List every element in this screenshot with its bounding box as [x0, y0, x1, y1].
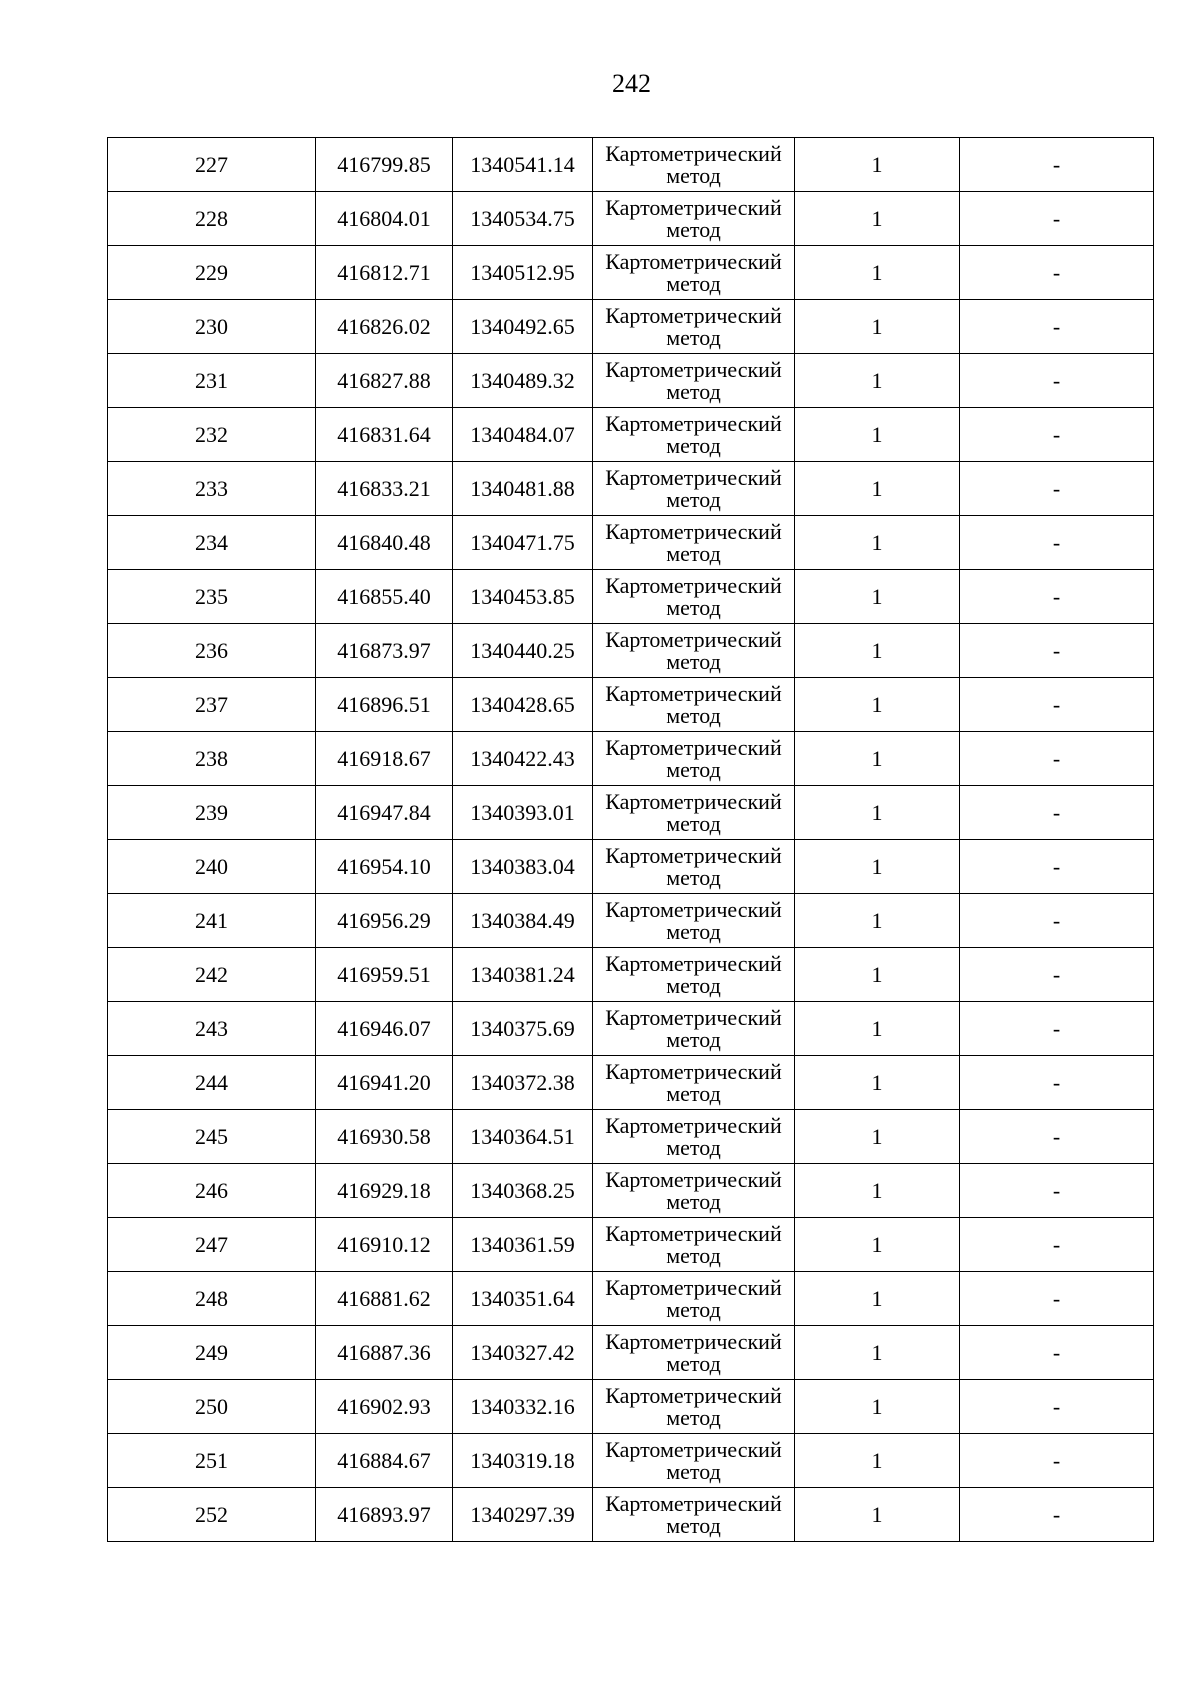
y-coordinate-cell: 1340471.75	[453, 516, 593, 570]
note-cell: -	[960, 1488, 1154, 1542]
note-cell: -	[960, 516, 1154, 570]
y-coordinate-cell: 1340384.49	[453, 894, 593, 948]
y-coordinate-cell: 1340383.04	[453, 840, 593, 894]
note-cell: -	[960, 246, 1154, 300]
method-cell	[593, 624, 795, 678]
method-cell	[593, 732, 795, 786]
x-coordinate-cell: 416884.67	[316, 1434, 453, 1488]
method-cell	[593, 462, 795, 516]
method-line-1: Картометрический	[605, 356, 782, 382]
x-coordinate-cell: 416956.29	[316, 894, 453, 948]
method-line-2: метод	[666, 864, 721, 890]
method-line-1: Картометрический	[605, 194, 782, 220]
table-row	[108, 786, 1154, 840]
method-cell	[593, 1218, 795, 1272]
method-cell	[593, 786, 795, 840]
point-number-cell: 248	[108, 1272, 316, 1326]
method-line-2: метод	[666, 1134, 721, 1160]
table-row	[108, 1326, 1154, 1380]
method-line-1: Картометрический	[605, 248, 782, 274]
y-coordinate-cell: 1340489.32	[453, 354, 593, 408]
table-row	[108, 462, 1154, 516]
method-line-1: Картометрический	[605, 788, 782, 814]
method-line-2: метод	[666, 486, 721, 512]
note-cell: -	[960, 1380, 1154, 1434]
method-line-2: метод	[666, 756, 721, 782]
method-line-1: Картометрический	[605, 1274, 782, 1300]
method-line-1: Картометрический	[605, 140, 782, 166]
point-number-cell: 239	[108, 786, 316, 840]
table-row	[108, 354, 1154, 408]
x-coordinate-cell: 416873.97	[316, 624, 453, 678]
method-cell	[593, 894, 795, 948]
precision-cell: 1	[795, 840, 960, 894]
page-number: 242	[612, 69, 651, 98]
method-cell	[593, 1272, 795, 1326]
method-line-2: метод	[666, 324, 721, 350]
y-coordinate-cell: 1340351.64	[453, 1272, 593, 1326]
method-line-2: метод	[666, 594, 721, 620]
table-row	[108, 516, 1154, 570]
precision-cell: 1	[795, 246, 960, 300]
precision-cell: 1	[795, 1164, 960, 1218]
precision-cell: 1	[795, 948, 960, 1002]
note-cell: -	[960, 1056, 1154, 1110]
point-number-cell: 252	[108, 1488, 316, 1542]
method-line-2: метод	[666, 1296, 721, 1322]
table-row	[108, 1110, 1154, 1164]
x-coordinate-cell: 416881.62	[316, 1272, 453, 1326]
table-row	[108, 138, 1154, 192]
note-cell: -	[960, 1002, 1154, 1056]
method-cell	[593, 138, 795, 192]
table-row	[108, 1434, 1154, 1488]
precision-cell: 1	[795, 1056, 960, 1110]
table-row	[108, 1218, 1154, 1272]
precision-cell: 1	[795, 786, 960, 840]
method-line-2: метод	[666, 918, 721, 944]
table-row	[108, 1164, 1154, 1218]
note-cell: -	[960, 570, 1154, 624]
x-coordinate-cell: 416946.07	[316, 1002, 453, 1056]
y-coordinate-cell: 1340375.69	[453, 1002, 593, 1056]
table-row	[108, 732, 1154, 786]
precision-cell: 1	[795, 192, 960, 246]
x-coordinate-cell: 416929.18	[316, 1164, 453, 1218]
y-coordinate-cell: 1340440.25	[453, 624, 593, 678]
method-line-2: метод	[666, 1026, 721, 1052]
precision-cell: 1	[795, 1434, 960, 1488]
table-row	[108, 408, 1154, 462]
method-line-1: Картометрический	[605, 1112, 782, 1138]
x-coordinate-cell: 416893.97	[316, 1488, 453, 1542]
precision-cell: 1	[795, 894, 960, 948]
point-number-cell: 228	[108, 192, 316, 246]
method-line-2: метод	[666, 1458, 721, 1484]
table-row	[108, 1380, 1154, 1434]
precision-cell: 1	[795, 1488, 960, 1542]
note-cell: -	[960, 1272, 1154, 1326]
y-coordinate-cell: 1340541.14	[453, 138, 593, 192]
y-coordinate-cell: 1340512.95	[453, 246, 593, 300]
note-cell: -	[960, 300, 1154, 354]
note-cell: -	[960, 786, 1154, 840]
method-cell	[593, 192, 795, 246]
method-line-1: Картометрический	[605, 896, 782, 922]
method-line-2: метод	[666, 1404, 721, 1430]
table-row	[108, 948, 1154, 1002]
x-coordinate-cell: 416855.40	[316, 570, 453, 624]
x-coordinate-cell: 416941.20	[316, 1056, 453, 1110]
method-cell	[593, 1326, 795, 1380]
y-coordinate-cell: 1340372.38	[453, 1056, 593, 1110]
x-coordinate-cell: 416910.12	[316, 1218, 453, 1272]
method-line-2: метод	[666, 1242, 721, 1268]
point-number-cell: 230	[108, 300, 316, 354]
method-line-2: метод	[666, 1188, 721, 1214]
note-cell: -	[960, 354, 1154, 408]
method-cell	[593, 678, 795, 732]
note-cell: -	[960, 1110, 1154, 1164]
y-coordinate-cell: 1340332.16	[453, 1380, 593, 1434]
method-line-2: метод	[666, 378, 721, 404]
y-coordinate-cell: 1340368.25	[453, 1164, 593, 1218]
x-coordinate-cell: 416831.64	[316, 408, 453, 462]
point-number-cell: 234	[108, 516, 316, 570]
table-row	[108, 840, 1154, 894]
point-number-cell: 231	[108, 354, 316, 408]
method-line-2: метод	[666, 810, 721, 836]
method-line-1: Картометрический	[605, 950, 782, 976]
x-coordinate-cell: 416799.85	[316, 138, 453, 192]
method-line-2: метод	[666, 648, 721, 674]
x-coordinate-cell: 416827.88	[316, 354, 453, 408]
y-coordinate-cell: 1340481.88	[453, 462, 593, 516]
method-cell	[593, 1488, 795, 1542]
method-cell	[593, 246, 795, 300]
method-line-2: метод	[666, 216, 721, 242]
method-cell	[593, 354, 795, 408]
point-number-cell: 242	[108, 948, 316, 1002]
x-coordinate-cell: 416902.93	[316, 1380, 453, 1434]
method-line-1: Картометрический	[605, 1490, 782, 1516]
method-line-2: метод	[666, 1350, 721, 1376]
precision-cell: 1	[795, 354, 960, 408]
point-number-cell: 232	[108, 408, 316, 462]
table-row	[108, 678, 1154, 732]
table-row	[108, 192, 1154, 246]
note-cell: -	[960, 1218, 1154, 1272]
method-cell	[593, 1002, 795, 1056]
note-cell: -	[960, 1434, 1154, 1488]
table-row	[108, 246, 1154, 300]
table-row	[108, 624, 1154, 678]
point-number-cell: 227	[108, 138, 316, 192]
method-cell	[593, 1056, 795, 1110]
y-coordinate-cell: 1340393.01	[453, 786, 593, 840]
method-line-1: Картометрический	[605, 680, 782, 706]
method-cell	[593, 408, 795, 462]
note-cell: -	[960, 678, 1154, 732]
precision-cell: 1	[795, 570, 960, 624]
table-row	[108, 1002, 1154, 1056]
x-coordinate-cell: 416918.67	[316, 732, 453, 786]
method-line-1: Картометрический	[605, 302, 782, 328]
x-coordinate-cell: 416804.01	[316, 192, 453, 246]
point-number-cell: 246	[108, 1164, 316, 1218]
method-line-1: Картометрический	[605, 1328, 782, 1354]
point-number-cell: 237	[108, 678, 316, 732]
precision-cell: 1	[795, 624, 960, 678]
x-coordinate-cell: 416833.21	[316, 462, 453, 516]
table-row	[108, 1272, 1154, 1326]
x-coordinate-cell: 416959.51	[316, 948, 453, 1002]
method-line-1: Картометрический	[605, 1166, 782, 1192]
precision-cell: 1	[795, 732, 960, 786]
method-cell	[593, 840, 795, 894]
x-coordinate-cell: 416812.71	[316, 246, 453, 300]
precision-cell: 1	[795, 1272, 960, 1326]
y-coordinate-cell: 1340484.07	[453, 408, 593, 462]
method-line-1: Картометрический	[605, 1436, 782, 1462]
method-line-2: метод	[666, 1512, 721, 1538]
method-line-1: Картометрический	[605, 842, 782, 868]
precision-cell: 1	[795, 1326, 960, 1380]
table-row	[108, 1488, 1154, 1542]
table-row	[108, 1056, 1154, 1110]
y-coordinate-cell: 1340428.65	[453, 678, 593, 732]
y-coordinate-cell: 1340327.42	[453, 1326, 593, 1380]
y-coordinate-cell: 1340319.18	[453, 1434, 593, 1488]
point-number-cell: 235	[108, 570, 316, 624]
y-coordinate-cell: 1340297.39	[453, 1488, 593, 1542]
method-line-2: метод	[666, 1080, 721, 1106]
precision-cell: 1	[795, 462, 960, 516]
point-number-cell: 245	[108, 1110, 316, 1164]
method-line-2: метод	[666, 540, 721, 566]
coordinates-table	[107, 137, 1154, 1542]
x-coordinate-cell: 416930.58	[316, 1110, 453, 1164]
x-coordinate-cell: 416947.84	[316, 786, 453, 840]
precision-cell: 1	[795, 516, 960, 570]
note-cell: -	[960, 192, 1154, 246]
method-line-1: Картометрический	[605, 572, 782, 598]
precision-cell: 1	[795, 678, 960, 732]
point-number-cell: 247	[108, 1218, 316, 1272]
method-line-1: Картометрический	[605, 1058, 782, 1084]
method-line-1: Картометрический	[605, 1220, 782, 1246]
note-cell: -	[960, 1164, 1154, 1218]
method-line-1: Картометрический	[605, 1382, 782, 1408]
point-number-cell: 236	[108, 624, 316, 678]
x-coordinate-cell: 416840.48	[316, 516, 453, 570]
method-line-1: Картометрический	[605, 626, 782, 652]
table-row	[108, 570, 1154, 624]
point-number-cell: 249	[108, 1326, 316, 1380]
method-line-2: метод	[666, 702, 721, 728]
y-coordinate-cell: 1340534.75	[453, 192, 593, 246]
point-number-cell: 243	[108, 1002, 316, 1056]
method-line-1: Картометрический	[605, 1004, 782, 1030]
table-row	[108, 894, 1154, 948]
point-number-cell: 250	[108, 1380, 316, 1434]
note-cell: -	[960, 138, 1154, 192]
point-number-cell: 251	[108, 1434, 316, 1488]
note-cell: -	[960, 840, 1154, 894]
method-cell	[593, 300, 795, 354]
coordinates-table-body	[108, 138, 1154, 1542]
method-line-2: метод	[666, 432, 721, 458]
precision-cell: 1	[795, 408, 960, 462]
x-coordinate-cell: 416896.51	[316, 678, 453, 732]
note-cell: -	[960, 462, 1154, 516]
method-cell	[593, 948, 795, 1002]
table-row	[108, 300, 1154, 354]
y-coordinate-cell: 1340364.51	[453, 1110, 593, 1164]
precision-cell: 1	[795, 1380, 960, 1434]
y-coordinate-cell: 1340422.43	[453, 732, 593, 786]
point-number-cell: 238	[108, 732, 316, 786]
precision-cell: 1	[795, 300, 960, 354]
note-cell: -	[960, 408, 1154, 462]
x-coordinate-cell: 416954.10	[316, 840, 453, 894]
method-line-2: метод	[666, 162, 721, 188]
x-coordinate-cell: 416826.02	[316, 300, 453, 354]
point-number-cell: 244	[108, 1056, 316, 1110]
method-line-1: Картометрический	[605, 734, 782, 760]
note-cell: -	[960, 732, 1154, 786]
method-line-2: метод	[666, 972, 721, 998]
method-line-1: Картометрический	[605, 518, 782, 544]
note-cell: -	[960, 948, 1154, 1002]
method-line-1: Картометрический	[605, 410, 782, 436]
point-number-cell: 240	[108, 840, 316, 894]
precision-cell: 1	[795, 138, 960, 192]
y-coordinate-cell: 1340453.85	[453, 570, 593, 624]
note-cell: -	[960, 624, 1154, 678]
method-cell	[593, 1110, 795, 1164]
point-number-cell: 229	[108, 246, 316, 300]
y-coordinate-cell: 1340381.24	[453, 948, 593, 1002]
method-cell	[593, 1434, 795, 1488]
y-coordinate-cell: 1340492.65	[453, 300, 593, 354]
point-number-cell: 233	[108, 462, 316, 516]
method-cell	[593, 1380, 795, 1434]
note-cell: -	[960, 1326, 1154, 1380]
point-number-cell: 241	[108, 894, 316, 948]
method-line-2: метод	[666, 270, 721, 296]
y-coordinate-cell: 1340361.59	[453, 1218, 593, 1272]
precision-cell: 1	[795, 1002, 960, 1056]
note-cell: -	[960, 894, 1154, 948]
x-coordinate-cell: 416887.36	[316, 1326, 453, 1380]
precision-cell: 1	[795, 1110, 960, 1164]
method-cell	[593, 570, 795, 624]
method-line-1: Картометрический	[605, 464, 782, 490]
method-cell	[593, 516, 795, 570]
method-cell	[593, 1164, 795, 1218]
precision-cell: 1	[795, 1218, 960, 1272]
